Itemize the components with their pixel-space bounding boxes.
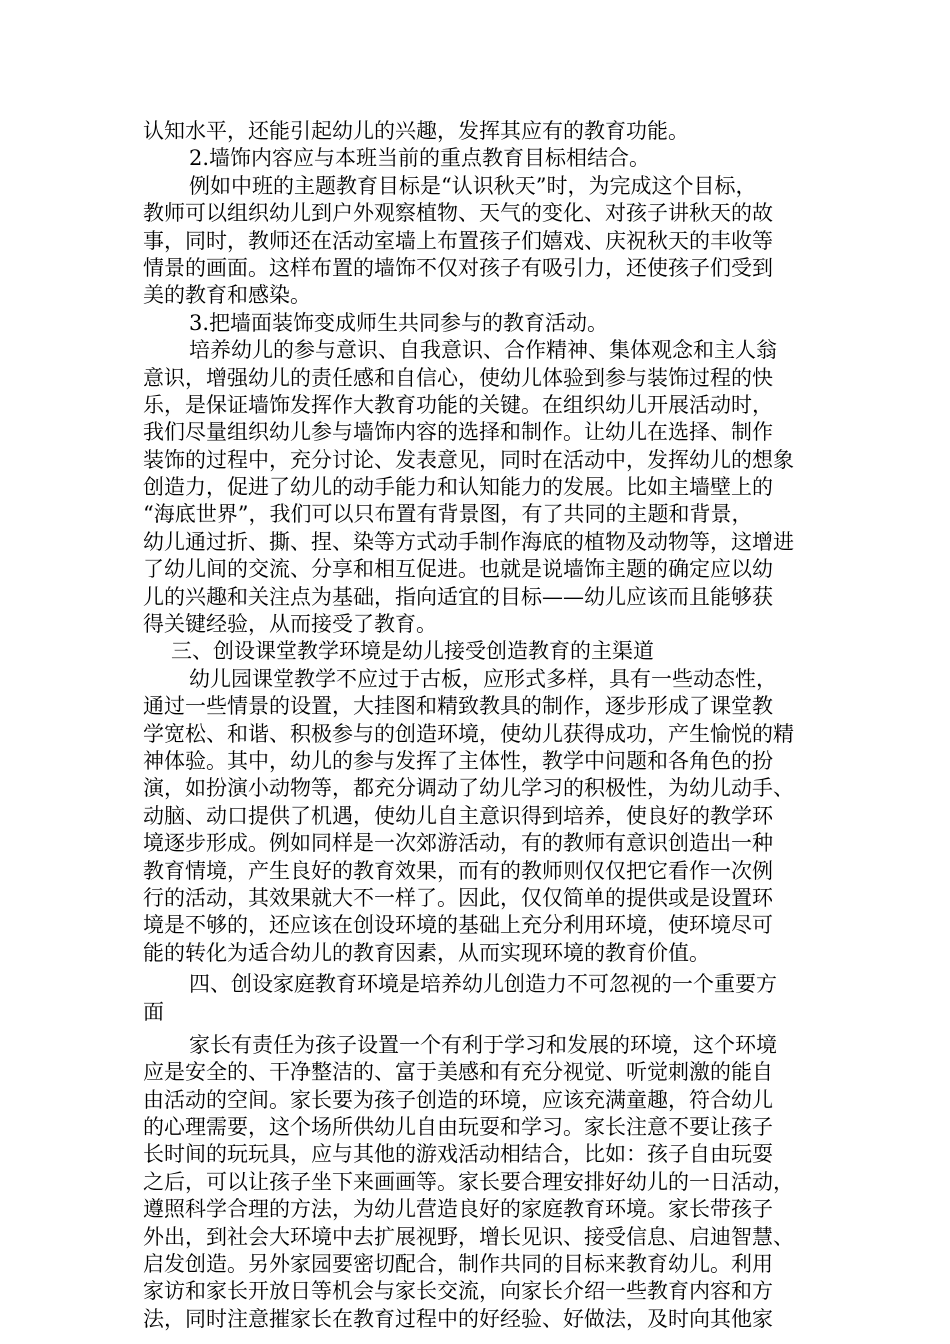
text-line: 长时间的玩玩具，应与其他的游戏活动相结合，比如：孩子自由玩耍 xyxy=(143,1142,773,1167)
text-line: 之后，可以让孩子坐下来画画等。家长要合理安排好幼儿的一日活动， xyxy=(143,1169,794,1194)
text-line: 演，如扮演小动物等，都充分调动了幼儿学习的积极性，为幼儿动手、 xyxy=(143,776,794,801)
section-heading: 四、创设家庭教育环境是培养幼儿创造力不可忽视的一个重要方 xyxy=(189,972,777,997)
text-line: 教师可以组织幼儿到户外观察植物、天气的变化、对孩子讲秋天的故 xyxy=(143,201,773,226)
text-line: 启发创造。另外家园要密切配合，制作共同的目标来教育幼儿。利用 xyxy=(143,1252,773,1277)
paragraph-first-line: 例如中班的主题教育目标是“认识秋天”时，为完成这个目标， xyxy=(189,173,757,198)
text-line: 应是安全的、干净整洁的、富于美感和有充分视觉、听觉刺激的能自 xyxy=(143,1060,773,1085)
text-line: 通过一些情景的设置，大挂图和精致教具的制作，逐步形成了课堂教 xyxy=(143,694,773,719)
document-page xyxy=(143,118,823,1333)
text-line: 能的转化为适合幼儿的教育因素，从而实现环境的教育价值。 xyxy=(143,940,710,965)
text-line: 我们尽量组织幼儿参与墙饰内容的选择和制作。让幼儿在选择、制作 xyxy=(143,420,773,445)
text-line: 得关键经验，从而接受了教育。 xyxy=(143,612,437,637)
paragraph-first-line: 培养幼儿的参与意识、自我意识、合作精神、集体观念和主人翁 xyxy=(189,338,777,363)
text-line: 幼儿通过折、撕、捏、染等方式动手制作海底的植物及动物等，这增进 xyxy=(143,529,794,554)
numbered-heading: 2.墙饰内容应与本班当前的重点教育目标相结合。 xyxy=(189,146,651,171)
text-line: 家访和家长开放日等机会与家长交流，向家长介绍一些教育内容和方 xyxy=(143,1279,773,1304)
text-line: 动脑、动口提供了机遇，使幼儿自主意识得到培养，使良好的教学环 xyxy=(143,803,773,828)
text-line: 神体验。其中，幼儿的参与发挥了主体性，教学中问题和各角色的扮 xyxy=(143,748,773,773)
text-line: 遵照科学合理的方法，为幼儿营造良好的家庭教育环境。家长带孩子 xyxy=(143,1197,773,1222)
text-line: 由活动的空间。家长要为孩子创造的环境，应该充满童趣，符合幼儿 xyxy=(143,1087,773,1112)
numbered-heading: 3.把墙面装饰变成师生共同参与的教育活动。 xyxy=(189,310,609,335)
text-line: 装饰的过程中，充分讨论、发表意见，同时在活动中，发挥幼儿的想象 xyxy=(143,447,794,472)
text-line: 境是不够的，还应该在创设环境的基础上充分利用环境，使环境尽可 xyxy=(143,913,773,938)
text-line: 法，同时注意摧家长在教育过程中的好经验、好做法，及时向其他家 xyxy=(143,1306,773,1331)
text-line: 意识，增强幼儿的责任感和自信心，使幼儿体验到参与装饰过程的快 xyxy=(143,365,773,390)
text-line: 外出，到社会大环境中去扩展视野，增长见识、接受信息、启迪智慧、 xyxy=(143,1224,794,1249)
text-line: 儿的兴趣和关注点为基础，指向适宜的目标——幼儿应该而且能够获 xyxy=(143,584,773,609)
text-line: 美的教育和感染。 xyxy=(143,283,311,308)
text-line: 境逐步形成。例如同样是一次郊游活动，有的教师有意识创造出一种 xyxy=(143,831,773,856)
text-line: 认知水平，还能引起幼儿的兴趣，发挥其应有的教育功能。 xyxy=(143,119,689,143)
paragraph-first-line: 家长有责任为孩子设置一个有利于学习和发展的环境，这个环境 xyxy=(189,1032,777,1057)
text-line: “海底世界”，我们可以只布置有背景图，有了共同的主题和背景， xyxy=(143,502,753,527)
paragraph-first-line: 幼儿园课堂教学不应过于古板，应形式多样，具有一些动态性， xyxy=(189,666,777,691)
text-line: 的心理需要，这个场所供幼儿自由玩耍和学习。家长注意不要让孩子 xyxy=(143,1115,773,1140)
text-line: 行的活动，其效果就大不一样了。因此，仅仅简单的提供或是设置环 xyxy=(143,885,773,910)
section-heading: 三、创设课堂教学环境是幼儿接受创造教育的主渠道 xyxy=(171,639,654,664)
text-line: 教育情境，产生良好的教育效果，而有的教师则仅仅把它看作一次例 xyxy=(143,858,773,883)
text-line: 了幼儿间的交流、分享和相互促进。也就是说墙饰主题的确定应以幼 xyxy=(143,557,773,582)
text-line: 事，同时，教师还在活动室墙上布置孩子们嬉戏、庆祝秋天的丰收等 xyxy=(143,228,773,253)
text-line: 乐，是保证墙饰发挥作大教育功能的关键。在组织幼儿开展活动时， xyxy=(143,392,773,417)
section-heading-continuation: 面 xyxy=(143,999,164,1024)
text-line: 创造力，促进了幼儿的动手能力和认知能力的发展。比如主墙壁上的 xyxy=(143,475,773,500)
text-line: 情景的画面。这样布置的墙饰不仅对孩子有吸引力，还使孩子们受到 xyxy=(143,255,773,280)
text-line: 学宽松、和谐、积极参与的创造环境，使幼儿获得成功，产生愉悦的精 xyxy=(143,721,794,746)
